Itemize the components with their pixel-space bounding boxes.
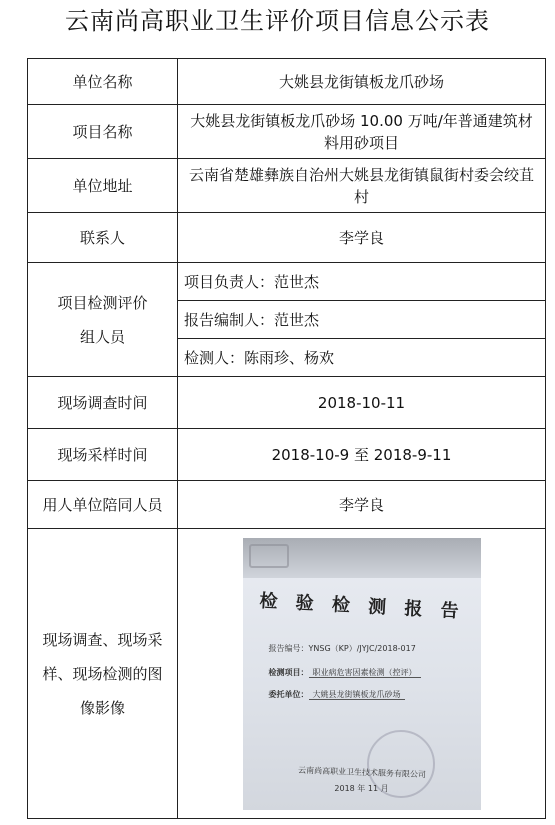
escort-label: 用人单位陪同人员 bbox=[28, 481, 178, 529]
photo-client-value: 大姚县龙街镇板龙爪砂场 bbox=[309, 690, 405, 700]
survey-time-label: 现场调查时间 bbox=[28, 377, 178, 429]
project-name-label: 项目名称 bbox=[28, 105, 178, 159]
table-row bbox=[28, 377, 546, 429]
table-row bbox=[28, 429, 546, 481]
site-photo-cell bbox=[178, 529, 546, 819]
photo-org: 云南尚高职业卫生技术服务有限公司 bbox=[297, 765, 426, 779]
photo-project-line bbox=[269, 662, 421, 684]
table-row bbox=[28, 59, 546, 105]
photo-heading: 检 验 检 测 报 告 bbox=[258, 590, 465, 622]
team-writer: 报告编制人：范世杰 bbox=[178, 301, 546, 339]
survey-time-value: 2018-10-11 bbox=[178, 377, 546, 429]
team-leader: 项目负责人：范世杰 bbox=[178, 263, 546, 301]
unit-name-value: 大姚县龙街镇板龙爪砂场 bbox=[178, 59, 546, 105]
page-title: 云南尚高职业卫生评价项目信息公示表 bbox=[65, 7, 490, 35]
images-label-line2: 样、现场检测的图 bbox=[42, 664, 163, 683]
images-label-line1: 现场调查、现场采 bbox=[42, 630, 163, 649]
table-row bbox=[28, 263, 546, 301]
photo-project-label: 检测项目： bbox=[268, 667, 309, 677]
team-label-line1: 项目检测评价 bbox=[57, 293, 148, 312]
unit-address-value: 云南省楚雄彝族自治州大姚县龙街镇鼠街村委会绞苴村 bbox=[178, 159, 546, 213]
photo-client-line bbox=[269, 684, 405, 706]
sampling-time-label: 现场采样时间 bbox=[28, 429, 178, 481]
contact-value: 李学良 bbox=[178, 213, 546, 263]
unit-address-label: 单位地址 bbox=[28, 159, 178, 213]
table-row bbox=[28, 529, 546, 819]
photo-stamp-mark bbox=[249, 544, 289, 568]
team-label-line2: 组人员 bbox=[79, 327, 125, 346]
photo-project-value: 职业病危害因素检测（控评） bbox=[309, 668, 421, 678]
unit-name-label: 单位名称 bbox=[28, 59, 178, 105]
images-label bbox=[28, 529, 178, 819]
images-label-line3: 像影像 bbox=[79, 698, 125, 717]
info-table bbox=[27, 58, 546, 819]
table-row bbox=[28, 213, 546, 263]
photo-date: 2018 年 11 月 bbox=[334, 783, 389, 793]
escort-value: 李学良 bbox=[178, 481, 546, 529]
sampling-time-value: 2018-10-9 至 2018-9-11 bbox=[178, 429, 546, 481]
contact-label: 联系人 bbox=[28, 213, 178, 263]
report-cover-photo bbox=[243, 538, 481, 810]
photo-client-label: 委托单位： bbox=[268, 689, 309, 699]
table-row bbox=[28, 481, 546, 529]
project-name-value: 大姚县龙街镇板龙爪砂场 10.00 万吨/年普通建筑材料用砂项目 bbox=[178, 105, 546, 159]
team-label bbox=[28, 263, 178, 377]
team-testers: 检测人：陈雨珍、杨欢 bbox=[178, 339, 546, 377]
table-row bbox=[28, 159, 546, 213]
photo-report-no: 报告编号：YNSG（KP）/JYJC/2018-017 bbox=[268, 643, 416, 653]
table-row bbox=[28, 105, 546, 159]
